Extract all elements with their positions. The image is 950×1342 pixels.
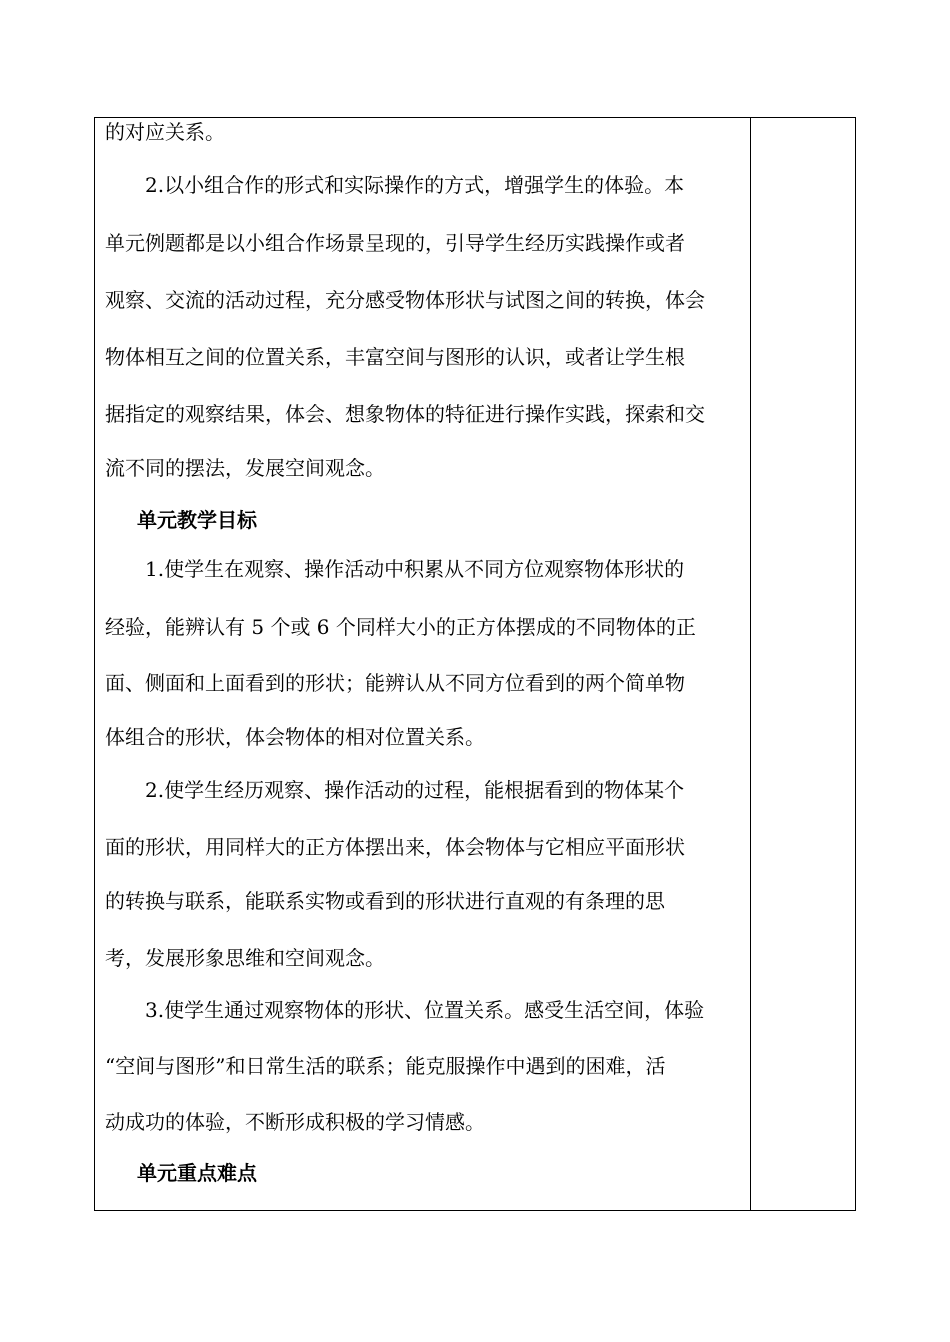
text-line: 观察、交流的活动过程，充分感受物体形状与试图之间的转换，体会 [105,288,705,312]
section-heading-key-points: 单元重点难点 [137,1161,257,1185]
text-line: 动成功的体验，不断形成积极的学习情感。 [105,1110,485,1134]
notes-cell [751,118,855,1210]
text-line: 体组合的形状，体会物体的相对位置关系。 [105,725,485,749]
text-line: 面、侧面和上面看到的形状；能辨认从不同方位看到的两个简单物 [105,671,685,695]
text-line: 的转换与联系，能联系实物或看到的形状进行直观的有条理的思 [105,889,665,913]
text-line: “空间与图形”和日常生活的联系；能克服操作中遇到的困难，活 [105,1054,666,1078]
text-line: 考，发展形象思维和空间观念。 [105,946,385,970]
text-line: 物体相互之间的位置关系，丰富空间与图形的认识，或者让学生根 [105,345,685,369]
paragraph-first-line: 3.使学生通过观察物体的形状、位置关系。感受生活空间，体验 [145,998,705,1022]
paragraph-first-line: 2.使学生经历观察、操作活动的过程，能根据看到的物体某个 [145,778,685,802]
text-line: 据指定的观察结果，体会、想象物体的特征进行操作实践，探索和交 [105,402,705,426]
document-table [94,117,856,1211]
text-line: 经验，能辨认有 5 个或 6 个同样大小的正方体摆成的不同物体的正 [105,615,696,639]
content-cell [95,118,750,1210]
paragraph-first-line: 1.使学生在观察、操作活动中积累从不同方位观察物体形状的 [145,557,685,581]
text-line: 单元例题都是以小组合作场景呈现的，引导学生经历实践操作或者 [105,231,685,255]
text-line: 流不同的摆法，发展空间观念。 [105,456,385,480]
text-line: 的对应关系。 [105,120,225,144]
text-line: 面的形状，用同样大的正方体摆出来，体会物体与它相应平面形状 [105,835,685,859]
section-heading-goals: 单元教学目标 [137,508,257,532]
paragraph-first-line: 2.以小组合作的形式和实际操作的方式，增强学生的体验。本 [145,173,685,197]
